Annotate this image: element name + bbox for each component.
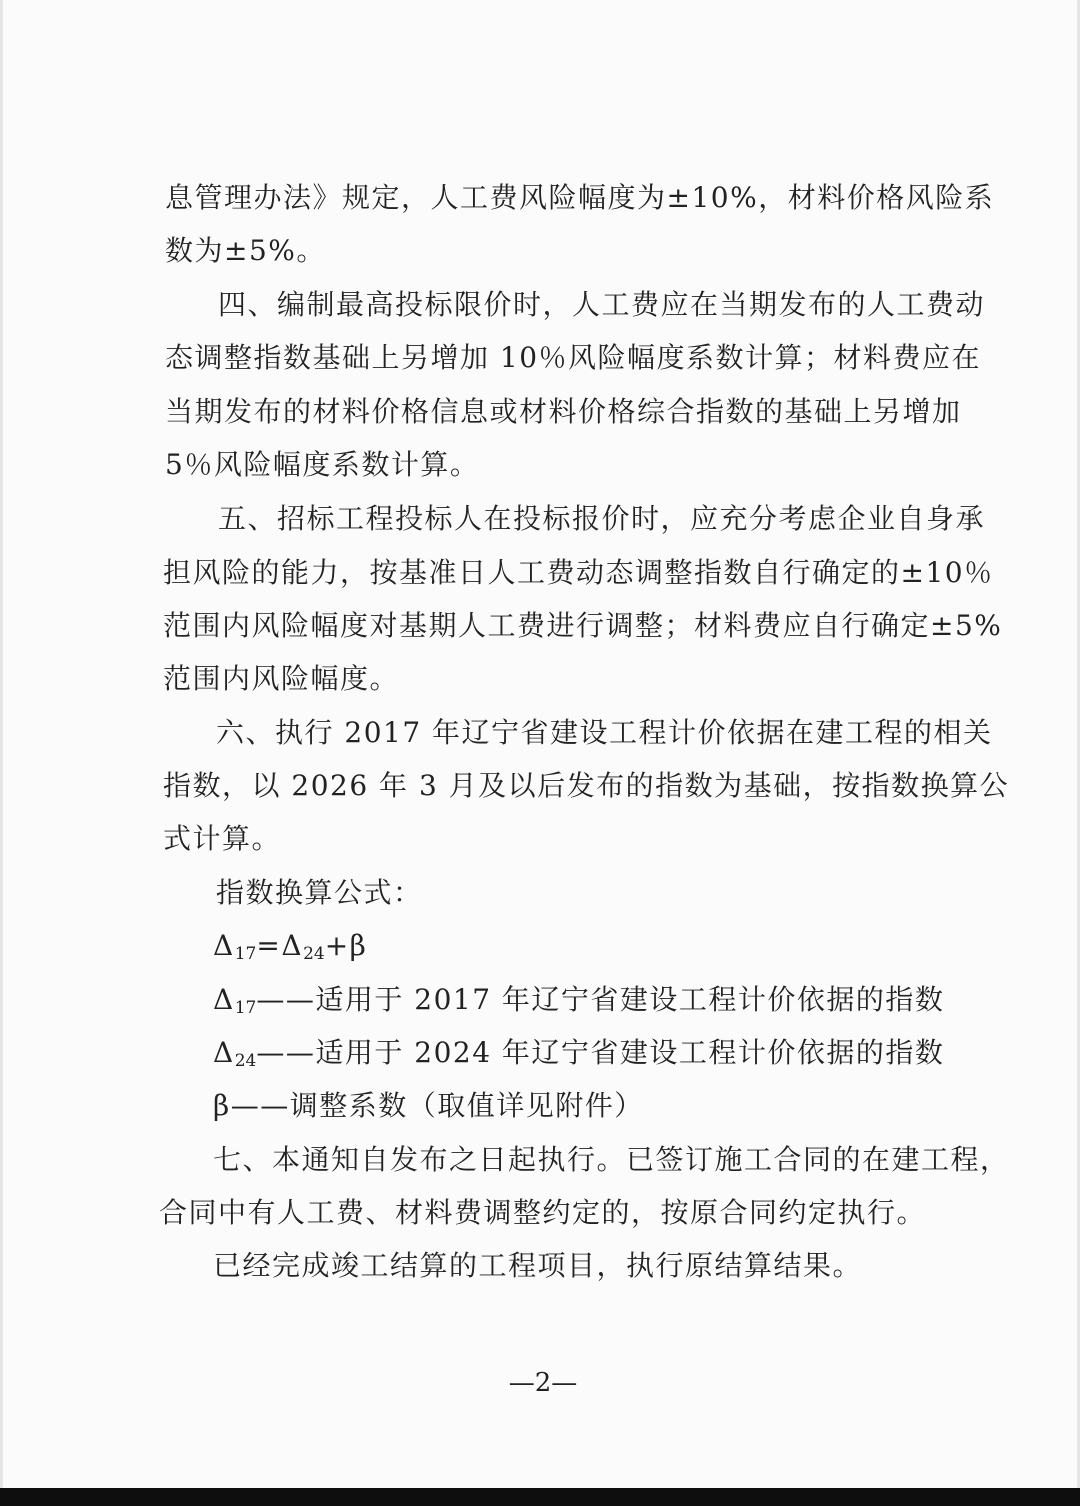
text-line-12: 指数，以 2026 年 3 月及以后发布的指数为基础，按指数换算公 [163, 769, 1010, 802]
definition-text: ——适用于 2017 年辽宁省建设工程计价依据的指数 [256, 983, 945, 1016]
text-line-clause-7-cont: 合同中有人工费、材料费调整约定的，按原合同约定执行。 [159, 1196, 927, 1229]
formula-delta-b: Δ [281, 929, 304, 962]
text-line-6: 5％风险幅度系数计算。 [165, 448, 480, 481]
page-number: —2— [508, 1368, 578, 1398]
definition-symbol: Δ [213, 1036, 235, 1069]
text-line-11: 六、执行 2017 年辽宁省建设工程计价依据在建工程的相关 [216, 716, 993, 749]
definition-text: ——适用于 2024 年辽宁省建设工程计价依据的指数 [256, 1036, 945, 1069]
formula-sub-17: 17 [234, 944, 257, 964]
formula-line [213, 928, 367, 972]
text-line-8: 担风险的能力，按基准日人工费动态调整指数自行确定的±10％ [163, 556, 994, 589]
text-line-10: 范围内风险幅度。 [163, 662, 400, 695]
text-line-2: 数为±5%。 [165, 234, 326, 267]
text-line-clause-7: 七、本通知自发布之日起执行。已签订施工合同的在建工程， [213, 1143, 1010, 1176]
text-line-3: 四、编制最高投标限价时，人工费应在当期发布的人工费动 [218, 288, 986, 321]
text-line-1: 息管理办法》规定，人工费风险幅度为±10%，材料价格风险系 [165, 181, 995, 214]
formula-sub-24: 24 [303, 944, 325, 964]
bottom-bar [0, 1488, 1080, 1506]
formula-heading: 指数换算公式： [216, 876, 423, 909]
definition-symbol: Δ [213, 983, 235, 1016]
definition-sub: 17 [234, 998, 257, 1018]
text-line-4: 态调整指数基础上另增加 10％风险幅度系数计算；材料费应在 [165, 341, 982, 374]
definition-delta-17 [213, 982, 944, 1026]
definition-symbol: β [213, 1089, 231, 1122]
text-line-9: 范围内风险幅度对基期人工费进行调整；材料费应自行确定±5% [163, 609, 1003, 642]
definition-text: ——调整系数（取值详见附件） [230, 1089, 644, 1122]
formula-equals: = [256, 929, 282, 962]
text-line-7: 五、招标工程投标人在投标报价时，应充分考虑企业自身承 [218, 502, 986, 535]
formula-delta-a: Δ [213, 929, 235, 962]
text-line-settled: 已经完成竣工结算的工程项目，执行原结算结果。 [213, 1249, 863, 1282]
text-line-13: 式计算。 [163, 822, 282, 855]
definition-delta-24 [213, 1035, 944, 1079]
formula-plus-beta: +β [324, 929, 368, 962]
definition-sub: 24 [234, 1051, 257, 1071]
text-line-5: 当期发布的材料价格信息或材料价格综合指数的基础上另增加 [165, 395, 962, 428]
definition-beta [213, 1088, 644, 1124]
